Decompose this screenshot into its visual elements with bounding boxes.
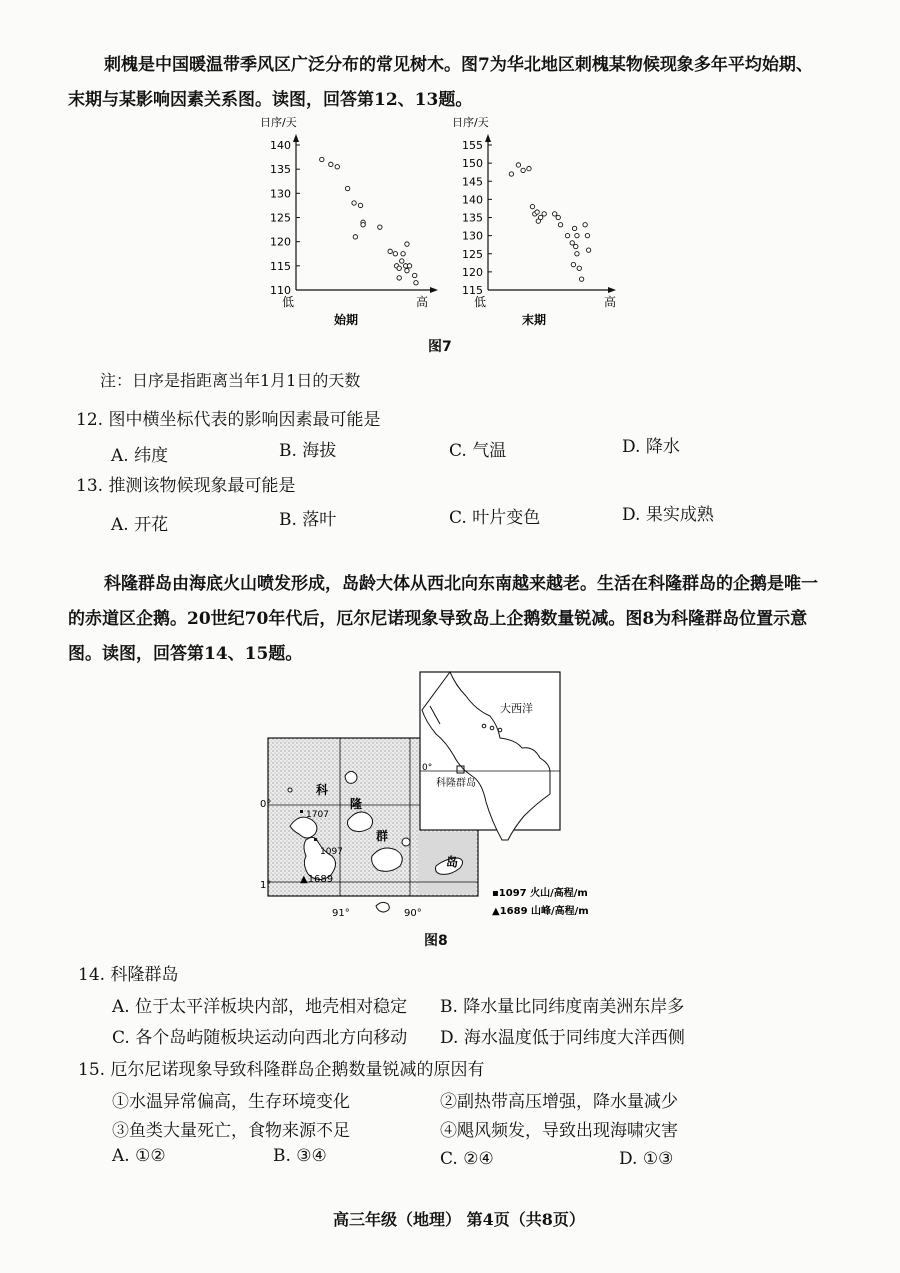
intro-paragraph-1: 刺槐是中国暖温带季风区广泛分布的常见树木。图7为华北地区刺槐某物候现象多年平均始期、末期与某影响因素关系图。读图，回答第12、13题。 bbox=[68, 55, 813, 110]
island-santa-cruz bbox=[372, 848, 403, 871]
lat0-label: 0° bbox=[260, 799, 272, 810]
scatter-point bbox=[530, 204, 534, 208]
name-char-3: 群 bbox=[376, 829, 389, 843]
volcano-marker-1097 bbox=[314, 838, 317, 841]
q15-stem: 15. 厄尔尼诺现象导致科隆群岛企鹅数量锐减的原因有 bbox=[78, 1060, 485, 1080]
scatter-point bbox=[388, 249, 392, 253]
scatter-point bbox=[329, 162, 333, 166]
lon90-label: 90° bbox=[404, 908, 422, 919]
fig7-note: 注：日序是指距离当年1月1日的天数 bbox=[100, 371, 361, 390]
name-char-1: 科 bbox=[316, 783, 329, 797]
scatter-point bbox=[585, 233, 589, 237]
island-north bbox=[345, 771, 357, 783]
inset-eq-label: 0° bbox=[422, 763, 433, 773]
y-tick-label: 135 bbox=[270, 163, 291, 177]
scatter-point bbox=[353, 235, 357, 239]
fig7-left-chart bbox=[250, 112, 450, 327]
scatter-point bbox=[536, 219, 540, 223]
scatter-point bbox=[335, 165, 339, 169]
scatter-point bbox=[577, 266, 581, 270]
q15-item-3: ③鱼类大量死亡，食物来源不足 bbox=[112, 1121, 350, 1141]
y-tick-label: 130 bbox=[270, 187, 291, 201]
q14-option-d[interactable]: D. 海水温度低于同纬度大洋西侧 bbox=[440, 1028, 685, 1048]
lat1-label: 1° bbox=[260, 880, 272, 891]
inset-islands-label: 科隆群岛 bbox=[436, 778, 476, 789]
scatter-point bbox=[405, 242, 409, 246]
right-points bbox=[509, 163, 591, 282]
name-char-2: 隆 bbox=[350, 797, 363, 811]
y-tick-label: 125 bbox=[462, 247, 483, 261]
scatter-point bbox=[565, 233, 569, 237]
scatter-point bbox=[570, 241, 574, 245]
volcano-marker-1707 bbox=[300, 810, 303, 813]
scatter-point bbox=[535, 210, 539, 214]
q12-option-b[interactable]: B. 海拔 bbox=[279, 441, 337, 461]
scatter-point bbox=[527, 166, 531, 170]
scatter-point bbox=[393, 252, 397, 256]
scatter-point bbox=[579, 277, 583, 281]
left-ylabel: 日序/天 bbox=[260, 116, 297, 129]
scatter-point bbox=[516, 163, 520, 167]
q14-option-b[interactable]: B. 降水量比同纬度南美洲东岸多 bbox=[440, 997, 685, 1017]
y-tick-label: 140 bbox=[462, 193, 483, 207]
legend-peak: ▲1689 山峰/高程/m bbox=[492, 906, 589, 917]
left-points bbox=[320, 157, 419, 285]
scatter-point bbox=[358, 203, 362, 207]
scatter-point bbox=[361, 223, 365, 227]
y-tick-label: 135 bbox=[462, 211, 483, 225]
q13-option-b[interactable]: B. 落叶 bbox=[279, 510, 337, 530]
island-floreana bbox=[376, 902, 389, 912]
scatter-point bbox=[556, 215, 560, 219]
scatter-point bbox=[509, 172, 513, 176]
scatter-point bbox=[412, 273, 416, 277]
q12-option-a[interactable]: A. 纬度 bbox=[111, 446, 169, 466]
q14-stem: 14. 科隆群岛 bbox=[78, 965, 179, 985]
volcano-label-1097: 1097 bbox=[320, 847, 343, 857]
scatter-point bbox=[542, 212, 546, 216]
y-tick-label: 150 bbox=[462, 157, 483, 171]
legend-volcano: ▪1097 火山/高程/m bbox=[492, 888, 588, 899]
inset-ocean-label: 大西洋 bbox=[500, 702, 533, 715]
q12-stem: 12. 图中横坐标代表的影响因素最可能是 bbox=[76, 410, 381, 430]
scatter-point bbox=[378, 225, 382, 229]
q13-option-a[interactable]: A. 开花 bbox=[111, 515, 169, 535]
fig8-map bbox=[260, 670, 740, 930]
left-title: 始期 bbox=[334, 313, 359, 327]
q13-stem: 13. 推测该物候现象最可能是 bbox=[76, 476, 296, 496]
q15-item-2: ②副热带高压增强，降水量减少 bbox=[440, 1092, 678, 1112]
scatter-point bbox=[521, 168, 525, 172]
q15-option-a[interactable]: A. ①② bbox=[112, 1146, 166, 1166]
q13-option-d[interactable]: D. 果实成熟 bbox=[622, 505, 714, 525]
y-tick-label: 140 bbox=[270, 139, 291, 152]
q15-option-b[interactable]: B. ③④ bbox=[273, 1146, 327, 1166]
q12-option-d[interactable]: D. 降水 bbox=[622, 437, 680, 457]
scatter-point bbox=[552, 212, 556, 216]
y-tick-label: 145 bbox=[462, 175, 483, 189]
y-tick-label: 115 bbox=[270, 259, 291, 273]
scatter-point bbox=[405, 268, 409, 272]
y-tick-label: 125 bbox=[270, 211, 291, 225]
scatter-point bbox=[574, 244, 578, 248]
right-x-low: 低 bbox=[474, 295, 487, 309]
y-tick-label: 155 bbox=[462, 139, 483, 152]
scatter-point bbox=[345, 186, 349, 190]
scatter-point bbox=[571, 262, 575, 266]
scatter-point bbox=[400, 259, 404, 263]
name-char-4: 岛 bbox=[446, 855, 459, 869]
scatter-point bbox=[586, 248, 590, 252]
volcano-label-1707: 1707 bbox=[306, 810, 329, 820]
scatter-point bbox=[352, 201, 356, 205]
scatter-point bbox=[401, 252, 405, 256]
intro-paragraph-2: 科隆群岛由海底火山喷发形成，岛龄大体从西北向东南越来越老。生活在科隆群岛的企鹅是唯一的赤道区企鹅。20世纪70年代后，厄尔尼诺现象导致岛上企鹅数量锐减。图8为科隆群岛位置示意图。读图，回答第14、15题。 bbox=[68, 574, 818, 664]
fig7-caption: 图7 bbox=[428, 339, 452, 355]
right-title: 末期 bbox=[522, 313, 547, 327]
scatter-point bbox=[320, 157, 324, 161]
q15-item-1: ①水温异常偏高，生存环境变化 bbox=[112, 1092, 350, 1112]
q15-item-4: ④飓风频发，导致出现海啸灾害 bbox=[440, 1121, 678, 1141]
scatter-point bbox=[397, 276, 401, 280]
y-tick-label: 115 bbox=[462, 284, 483, 297]
island-small-east bbox=[402, 838, 410, 846]
q13-option-c[interactable]: C. 叶片变色 bbox=[449, 508, 541, 528]
right-ylabel: 日序/天 bbox=[452, 116, 489, 129]
q12-option-c[interactable]: C. 气温 bbox=[449, 441, 507, 461]
y-tick-label: 130 bbox=[462, 229, 483, 243]
fig8-caption: 图8 bbox=[424, 933, 448, 949]
y-tick-label: 120 bbox=[270, 235, 291, 249]
y-tick-label: 120 bbox=[462, 265, 483, 279]
q15-option-d[interactable]: D. ①③ bbox=[619, 1149, 674, 1169]
y-tick-label: 110 bbox=[270, 284, 291, 297]
scatter-point bbox=[583, 223, 587, 227]
q14-option-c[interactable]: C. 各个岛屿随板块运动向西北方向移动 bbox=[112, 1028, 408, 1048]
peak-label: ▲1689 bbox=[300, 874, 334, 885]
scatter-point bbox=[407, 264, 411, 268]
q15-option-c[interactable]: C. ②④ bbox=[440, 1149, 494, 1169]
scatter-point bbox=[558, 223, 562, 227]
left-x-high: 高 bbox=[416, 295, 429, 309]
scatter-point bbox=[575, 252, 579, 256]
q14-option-a[interactable]: A. 位于太平洋板块内部，地壳相对稳定 bbox=[112, 997, 408, 1017]
scatter-point bbox=[572, 226, 576, 230]
lon91-label: 91° bbox=[332, 908, 350, 919]
page-footer: 高三年级（地理） 第4页（共8页） bbox=[333, 1210, 585, 1229]
right-x-high: 高 bbox=[604, 295, 617, 309]
fig7-right-chart bbox=[440, 112, 630, 327]
scatter-point bbox=[414, 281, 418, 285]
scatter-point bbox=[397, 266, 401, 270]
scatter-point bbox=[575, 233, 579, 237]
left-x-low: 低 bbox=[282, 295, 295, 309]
island-tiny bbox=[288, 788, 292, 792]
